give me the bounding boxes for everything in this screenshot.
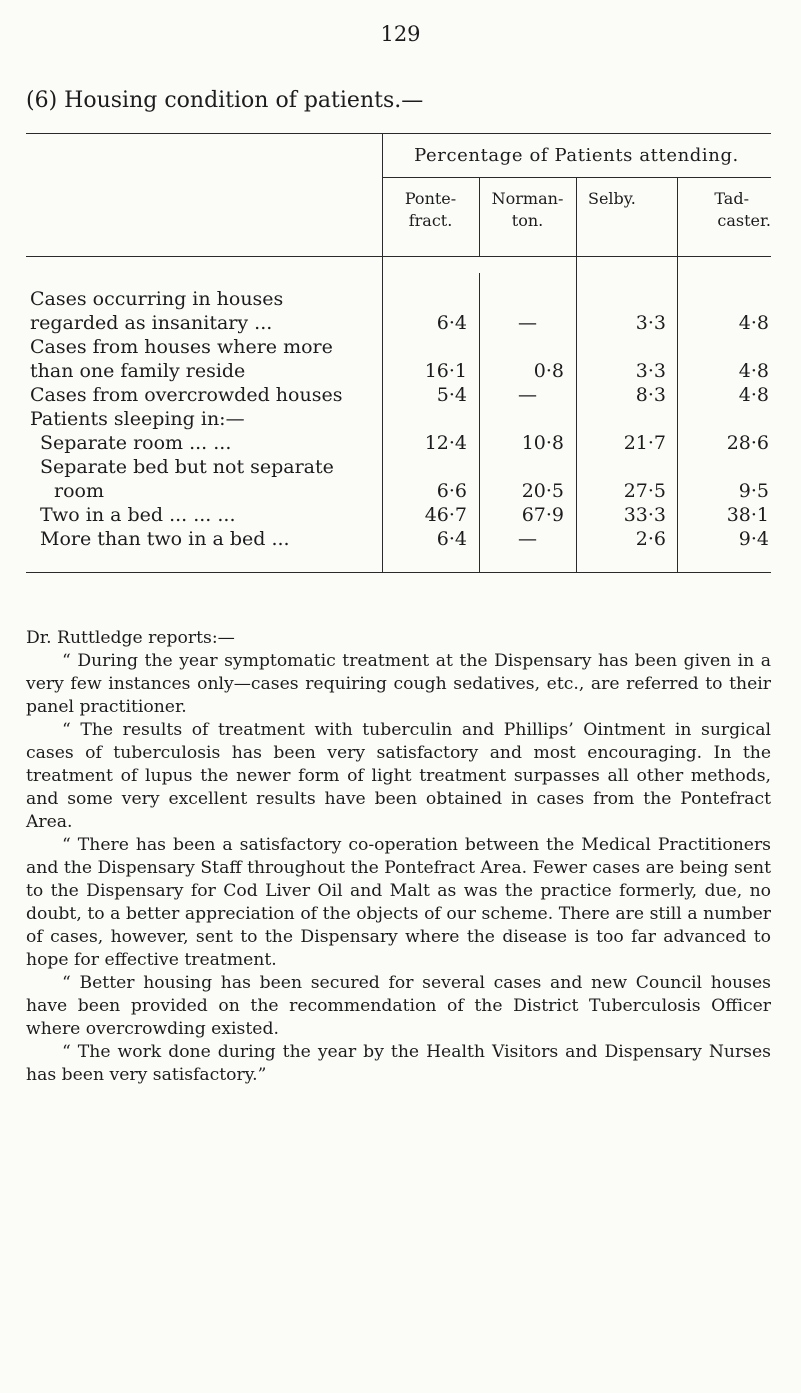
table-row-label (30, 383, 342, 407)
column-header-line: caster. (717, 211, 771, 230)
table-cell: 6·6 (436, 480, 467, 502)
row-label-line: regarded as insanitary ... (30, 312, 273, 334)
table-cell: 3·3 (635, 312, 666, 334)
table-row-label (30, 287, 283, 335)
column-header-line: Selby. (588, 189, 636, 208)
row-label-line: Cases occurring in houses (30, 288, 284, 310)
report-paragraph: “ There has been a satisfactory co-operation between the Medical Practitioners and the Dispensary Staff throughout the Pontefract Area. Fewer cases are being sent to the Dispensary for Cod Liver Oil and Malt as was the practice formerly, due, no doubt, to a better appreciation of the objects of our scheme. There are still a number of cases, however, sent to the Dispensary where the disease is too far advanced to hope for effective treatment. (26, 835, 771, 970)
table-cell: 10·8 (521, 432, 564, 454)
table-cell: 21·7 (623, 432, 666, 454)
table-cell: 4·8 (738, 312, 769, 334)
row-label-line: than one family reside (30, 360, 246, 382)
section-heading: (6) Housing condition of patients.— (26, 88, 424, 113)
table-cell: 9·5 (738, 480, 769, 502)
table-cell: 5·4 (436, 384, 467, 406)
column-header (677, 188, 771, 232)
table-cell: 33·3 (623, 504, 666, 526)
row-label-line: Separate room ... ... (40, 432, 232, 454)
table-subheading (30, 407, 245, 431)
table-cell: 3·3 (635, 360, 666, 382)
table-top-rule (26, 133, 771, 134)
table-cell: — (518, 312, 537, 334)
report-intro: Dr. Ruttledge reports:— (26, 628, 235, 648)
report-paragraph: “ The results of treatment with tuberculin and Phillips’ Ointment in surgical cases of tuberculosis has been very satisfactory and most encouraging. In the treatment of lupus the newer form of light treatment surpasses all other methods, and some very excellent results have been obtained in cases from the Pontefract Area. (26, 720, 771, 832)
table-cell: 46·7 (424, 504, 467, 526)
table-cell: 38·1 (726, 504, 769, 526)
table-cell: 6·4 (436, 312, 467, 334)
table-cell: 28·6 (726, 432, 769, 454)
table-cell: 9·4 (738, 528, 769, 550)
table-cell: 6·4 (436, 528, 467, 550)
report-paragraph: “ The work done during the year by the Health Visitors and Dispensary Nurses has been very satisfactory.” (26, 1042, 771, 1085)
page-number: 129 (380, 22, 421, 46)
table-cell: 0·8 (533, 360, 564, 382)
column-header-line: ton. (511, 211, 544, 230)
report-paragraph: “ During the year symptomatic treatment at the Dispensary has been given in a very few instances only—cases requiring cough sedatives, etc., are referred to their panel practitioner. (26, 651, 771, 717)
column-header (382, 188, 479, 232)
report-text (26, 627, 771, 1087)
column-header (479, 188, 576, 232)
housing-table (26, 133, 771, 573)
column-header-line: Ponte- (404, 189, 457, 208)
report-paragraph: “ Better housing has been secured for several cases and new Council houses have been provided on the recommendation of the District Tuberculosis Officer where overcrowding existed. (26, 973, 771, 1039)
table-cell: — (518, 528, 537, 550)
row-label-line: Two in a bed ... ... ... (40, 504, 236, 526)
table-cell: 20·5 (521, 480, 564, 502)
column-header-line: Norman- (491, 189, 564, 208)
column-header-line: Tad- (714, 189, 749, 208)
row-label-line: More than two in a bed ... (40, 528, 290, 550)
row-label-line: room (54, 480, 104, 502)
column-header-line: fract. (408, 211, 453, 230)
table-cell: 12·4 (424, 432, 467, 454)
table-bottom-rule (26, 572, 771, 573)
table-cell: 4·8 (738, 360, 769, 382)
group-header: Percentage of Patients attending. (414, 145, 739, 166)
header-bottom-rule (26, 256, 771, 257)
table-cell: 2·6 (635, 528, 666, 550)
row-label-line: Separate bed but not separate (40, 456, 334, 478)
table-cell: 16·1 (424, 360, 467, 382)
table-row-label (30, 527, 290, 551)
table-cell: 4·8 (738, 384, 769, 406)
column-header (576, 188, 689, 210)
row-label-line: Patients sleeping in:— (30, 408, 245, 430)
table-cell: 27·5 (623, 480, 666, 502)
table-cell: 67·9 (521, 504, 564, 526)
table-cell: — (518, 384, 537, 406)
table-row-label (30, 335, 333, 383)
row-label-line: Cases from overcrowded houses (30, 384, 343, 406)
row-label-line: Cases from houses where more (30, 336, 333, 358)
table-cell: 8·3 (635, 384, 666, 406)
table-row-label (30, 455, 334, 503)
table-row-label (30, 431, 231, 455)
table-row-label (30, 503, 236, 527)
